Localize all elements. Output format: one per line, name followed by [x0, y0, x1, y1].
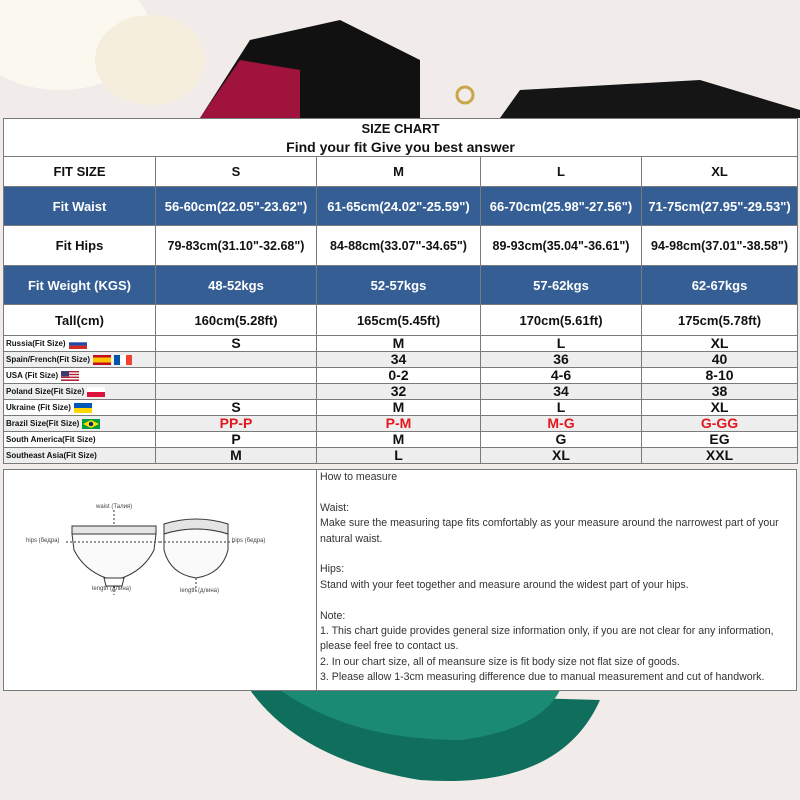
size-value-cell: EG: [642, 432, 798, 448]
region-label-cell: [4, 400, 156, 416]
hips-cell: 89-93cm(35.04"-36.61"): [481, 226, 642, 266]
notes-line: [320, 593, 794, 608]
size-l-header: L: [481, 157, 642, 187]
size-value-cell: P: [156, 432, 317, 448]
international-size-row: [4, 416, 798, 432]
size-value-cell: M: [317, 336, 481, 352]
international-size-row: [4, 448, 798, 464]
size-s-header: S: [156, 157, 317, 187]
size-value-cell: XL: [481, 448, 642, 464]
chart-title-row: [4, 119, 798, 157]
hips-cell: 79-83cm(31.10"-32.68"): [156, 226, 317, 266]
notes-line: Stand with your feet together and measure around the widest part of your hips.: [320, 578, 689, 591]
international-size-rows: [4, 336, 798, 464]
region-label: USA (Fit Size): [6, 371, 59, 380]
size-value-cell: 36: [481, 352, 642, 368]
flag-usa-icon: [58, 371, 79, 380]
size-value-cell: S: [156, 400, 317, 416]
size-value-cell: XL: [642, 400, 798, 416]
measure-diagram: [4, 470, 317, 690]
notes-line: [320, 547, 794, 562]
flag-poland-icon: [84, 387, 105, 396]
weight-row: [4, 266, 798, 305]
region-label: Spain/French(Fit Size): [6, 355, 91, 364]
size-value-cell: [156, 352, 317, 368]
size-value-cell: 38: [642, 384, 798, 400]
size-value-cell: XXL: [642, 448, 798, 464]
size-value-cell: [156, 368, 317, 384]
waist-cell: 71-75cm(27.95"-29.53"): [642, 187, 798, 226]
tall-row: [4, 305, 798, 336]
hips-label: Fit Hips: [4, 226, 156, 266]
flag-france-icon: [111, 355, 132, 364]
size-value-cell: 32: [317, 384, 481, 400]
waist-cell: 61-65cm(24.02"-25.59"): [317, 187, 481, 226]
size-chart-table: [3, 118, 798, 464]
international-size-row: [4, 368, 798, 384]
size-value-cell: 8-10: [642, 368, 798, 384]
waist-cell: 66-70cm(25.98"-27.56"): [481, 187, 642, 226]
region-label-cell: [4, 448, 156, 464]
hips-cell: 84-88cm(33.07"-34.65"): [317, 226, 481, 266]
region-label: Brazil Size(Fit Size): [6, 419, 80, 428]
flag-ukraine-icon: [71, 403, 92, 412]
waist-label: Fit Waist: [4, 187, 156, 226]
notes-line: Note:: [320, 609, 346, 622]
notes-line: Make sure the measuring tape fits comfortably as your measure around the narrowest part of your natural waist.: [320, 517, 779, 545]
international-size-row: [4, 400, 798, 416]
size-value-cell: L: [317, 448, 481, 464]
size-value-cell: G: [481, 432, 642, 448]
waist-row: [4, 187, 798, 226]
size-value-cell: G-GG: [642, 416, 798, 432]
size-value-cell: L: [481, 400, 642, 416]
region-label-cell: [4, 416, 156, 432]
region-label: Ukraine (Fit Size): [6, 403, 71, 412]
size-value-cell: M: [317, 400, 481, 416]
flag-russia-icon: [66, 339, 87, 348]
notes-line: 2. In our chart size, all of meansure size is fit body size not flat size of goods.: [320, 655, 680, 668]
notes-line: How to measure: [320, 471, 398, 483]
how-to-measure-section: [3, 469, 797, 691]
region-label-cell: [4, 432, 156, 448]
region-label: South America(Fit Size): [6, 435, 96, 444]
tall-cell: 160cm(5.28ft): [156, 305, 317, 336]
size-value-cell: M: [156, 448, 317, 464]
flag-brazil-icon: [79, 419, 100, 428]
fit-size-header: FIT SIZE: [4, 157, 156, 187]
weight-cell: 62-67kgs: [642, 266, 798, 305]
notes-line: 1. This chart guide provides general size information only, if you are not clear for any information, please feel free to contact us.: [320, 625, 774, 653]
region-label: Russia(Fit Size): [6, 339, 66, 348]
chart-title: SIZE CHART: [361, 120, 440, 136]
size-m-header: M: [317, 157, 481, 187]
panty-diagram-illustration: [4, 470, 316, 690]
region-label-cell: [4, 384, 156, 400]
region-label-cell: [4, 368, 156, 384]
region-label-cell: [4, 352, 156, 368]
chart-subtitle: Find your fit Give you best answer: [286, 138, 515, 155]
waist-cell: 56-60cm(22.05"-23.62"): [156, 187, 317, 226]
size-value-cell: XL: [642, 336, 798, 352]
flag-spain-icon: [90, 355, 111, 364]
weight-label: Fit Weight (KGS): [4, 266, 156, 305]
length-diagram-label: length (длина): [180, 588, 220, 594]
weight-cell: 52-57kgs: [317, 266, 481, 305]
hips-row: [4, 226, 798, 266]
size-header-row: [4, 157, 798, 187]
notes-line: 3. Please allow 1-3cm measuring difference due to manual measurement and cut of handwork.: [320, 671, 765, 684]
size-xl-header: XL: [642, 157, 798, 187]
hips-diagram-label: hips (бедра): [26, 538, 60, 544]
tall-cell: 165cm(5.45ft): [317, 305, 481, 336]
region-label-cell: [4, 336, 156, 352]
size-value-cell: M: [317, 432, 481, 448]
hips-cell: 94-98cm(37.01"-38.58"): [642, 226, 798, 266]
region-label: Poland Size(Fit Size): [6, 387, 85, 396]
notes-line: Waist:: [320, 501, 350, 514]
size-value-cell: L: [481, 336, 642, 352]
international-size-row: [4, 432, 798, 448]
notes-line: Hips:: [320, 563, 345, 576]
measure-instructions: [320, 470, 794, 686]
tall-cell: 170cm(5.61ft): [481, 305, 642, 336]
weight-cell: 57-62kgs: [481, 266, 642, 305]
international-size-row: [4, 384, 798, 400]
size-value-cell: PP-P: [156, 416, 317, 432]
region-label: Southeast Asia(Fit Size): [6, 451, 97, 460]
size-value-cell: 34: [317, 352, 481, 368]
tall-label: Tall(cm): [4, 305, 156, 336]
tall-cell: 175cm(5.78ft): [642, 305, 798, 336]
notes-line: [320, 485, 794, 500]
length-diagram-label: length (длина): [92, 586, 132, 592]
international-size-row: [4, 352, 798, 368]
size-value-cell: M-G: [481, 416, 642, 432]
hips-diagram-label: hips (бедра): [232, 538, 266, 544]
size-value-cell: P-M: [317, 416, 481, 432]
international-size-row: [4, 336, 798, 352]
size-value-cell: 4-6: [481, 368, 642, 384]
size-value-cell: 40: [642, 352, 798, 368]
size-value-cell: [156, 384, 317, 400]
waist-diagram-label: waist (Талия): [96, 504, 133, 510]
size-value-cell: 0-2: [317, 368, 481, 384]
size-value-cell: 34: [481, 384, 642, 400]
weight-cell: 48-52kgs: [156, 266, 317, 305]
size-value-cell: S: [156, 336, 317, 352]
